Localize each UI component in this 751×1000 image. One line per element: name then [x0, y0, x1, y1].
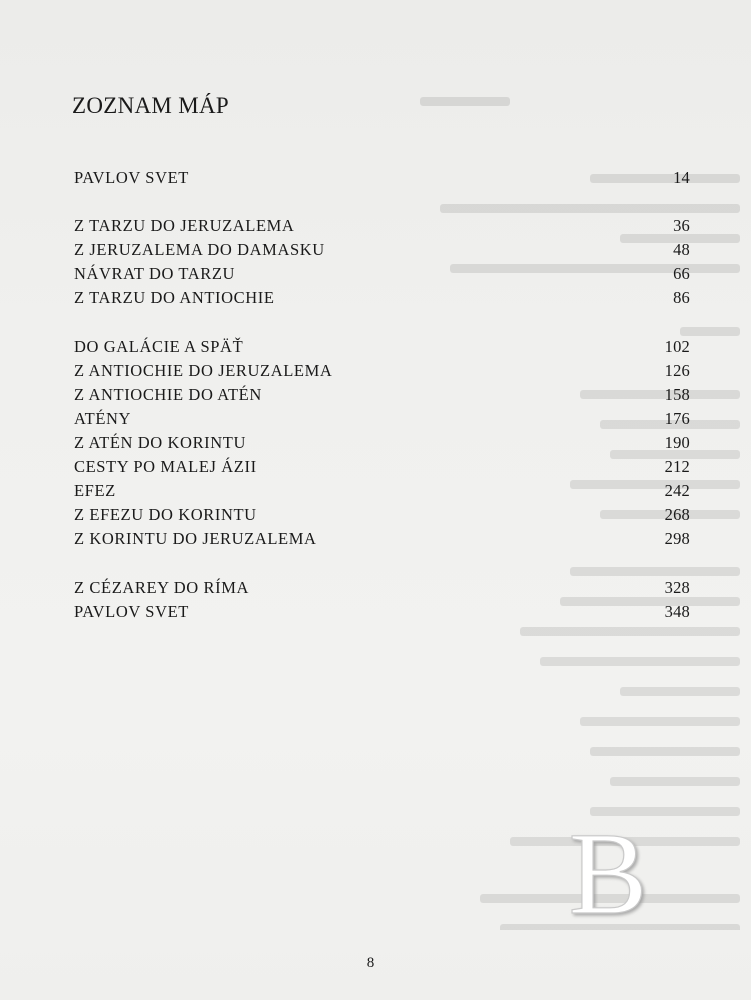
map-entry	[74, 503, 690, 527]
map-entry-page: 176	[664, 409, 690, 428]
map-entry-title: DO GALÁCIE A SPÄŤ	[74, 337, 244, 356]
map-entry-page: 212	[664, 457, 690, 476]
map-entry-page: 190	[664, 433, 690, 452]
map-entry-page: 14	[673, 168, 690, 187]
map-entry-title: Z ANTIOCHIE DO ATÉN	[74, 385, 262, 404]
map-entry	[74, 455, 690, 479]
map-entry-page: 268	[664, 505, 690, 524]
map-entry-title: Z ATÉN DO KORINTU	[74, 433, 246, 452]
map-entry-title: Z CÉZAREY DO RÍMA	[74, 578, 250, 597]
map-entry	[74, 527, 690, 551]
map-entry	[74, 407, 690, 431]
map-entry-title: Z ANTIOCHIE DO JERUZALEMA	[74, 361, 333, 380]
page-number: 8	[366, 955, 375, 971]
map-entry-title: CESTY PO MALEJ ÁZII	[74, 457, 257, 476]
map-entry-title: PAVLOV SVET	[74, 602, 189, 621]
map-entry-title: ATÉNY	[74, 409, 132, 428]
map-entry-spacer	[74, 190, 690, 214]
map-entry	[74, 166, 690, 190]
map-entry-page: 298	[664, 529, 690, 548]
map-entry	[74, 262, 690, 286]
map-entry	[74, 479, 690, 503]
map-entry-page: 102	[664, 337, 690, 356]
map-entry-page: 66	[673, 264, 690, 283]
map-entry	[74, 576, 690, 600]
map-entry-page: 242	[664, 481, 690, 500]
map-entry-page: 36	[673, 216, 690, 235]
map-entry-page: 348	[664, 602, 690, 621]
map-group	[74, 576, 690, 624]
map-entry	[74, 431, 690, 455]
map-entry-title: Z TARZU DO JERUZALEMA	[74, 216, 295, 235]
map-entry-title: Z EFEZU DO KORINTU	[74, 505, 257, 524]
map-entry-title: Z KORINTU DO JERUZALEMA	[74, 529, 317, 548]
map-entry-title: PAVLOV SVET	[74, 168, 189, 187]
map-entry	[74, 600, 690, 624]
map-entry-page: 86	[673, 288, 690, 307]
publisher-logo-letter: B	[568, 815, 648, 925]
map-entry	[74, 335, 690, 359]
map-entry	[74, 383, 690, 407]
map-list	[74, 166, 690, 649]
map-entry-title: NÁVRAT DO TARZU	[74, 264, 236, 283]
publisher-b-logo-icon	[548, 815, 668, 925]
map-entry-page: 126	[664, 361, 690, 380]
map-entry	[74, 214, 690, 238]
map-entry-title: Z TARZU DO ANTIOCHIE	[74, 288, 275, 307]
map-entry-title: Z JERUZALEMA DO DAMASKU	[74, 240, 325, 259]
map-entry	[74, 286, 690, 310]
page-heading: ZOZNAM MÁP	[72, 93, 229, 118]
map-entry	[74, 238, 690, 262]
map-entry-page: 48	[673, 240, 690, 259]
map-entry-title: EFEZ	[74, 481, 116, 500]
map-group	[74, 335, 690, 551]
map-group	[74, 166, 690, 310]
map-entry-page: 328	[664, 578, 690, 597]
map-entry	[74, 359, 690, 383]
map-entry-page: 158	[664, 385, 690, 404]
